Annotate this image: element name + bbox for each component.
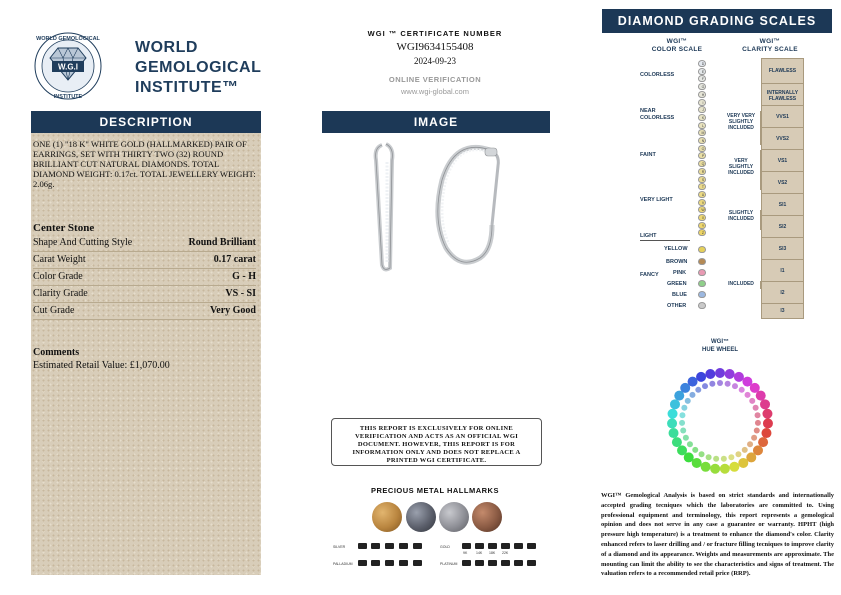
hue-swatch-inner — [689, 392, 695, 398]
hue-swatch-outer — [669, 428, 679, 438]
hue-swatch-inner — [692, 447, 698, 453]
color-grade-n: N — [698, 137, 706, 144]
hue-swatch-outer — [715, 368, 725, 378]
clarity-grade-cell: INTERNALLY FLAWLESS — [761, 84, 804, 106]
hallmark-label-palladium: PALLADIUM — [333, 562, 353, 566]
comments-title: Comments — [33, 347, 80, 358]
color-grade-k: K — [698, 114, 706, 121]
hue-swatch-inner — [728, 454, 734, 460]
spec-label: Cut Grade — [33, 305, 75, 316]
gold-coin — [372, 502, 402, 532]
color-grade-l: L — [698, 122, 706, 129]
certificate-label: WGI ™ CERTIFICATE NUMBER — [367, 29, 503, 38]
logo-ring-bottom: INSTITUTE — [53, 94, 83, 100]
spec-row-shape — [33, 234, 256, 252]
logo-line-1: WORLD — [135, 39, 198, 56]
clarity-grade-cell: VS1 — [761, 150, 804, 172]
palladium-coin — [472, 502, 502, 532]
hue-swatch-inner — [755, 420, 761, 426]
hue-wheel-diagram — [650, 355, 790, 485]
online-verification-label: ONLINE VERIFICATION — [388, 75, 482, 84]
clarity-grade-cell: VVS2 — [761, 128, 804, 150]
clarity-group-vs: VERY SLIGHTLY INCLUDED — [722, 150, 761, 190]
hue-swatch-inner — [742, 447, 748, 453]
color-grade-p: P — [698, 152, 706, 159]
silver-coin — [406, 502, 436, 532]
logo-line-2: GEMOLOGICAL — [135, 59, 262, 76]
hue-swatch-outer — [677, 445, 687, 455]
karat-14k: 14K — [476, 551, 483, 555]
clarity-scale-title: WGI™ CLARITY SCALE — [742, 38, 798, 53]
clarity-grade-cell: I3 — [761, 304, 804, 319]
color-cat-very-light: VERY LIGHT — [640, 197, 673, 203]
hallmarks-title: PRECIOUS METAL HALLMARKS — [371, 486, 499, 495]
hue-swatch-inner — [683, 435, 689, 441]
clarity-grade-cell: I2 — [761, 282, 804, 304]
hue-swatch-outer — [710, 464, 720, 474]
color-cat-near-colorless: NEAR COLORLESS — [640, 108, 675, 121]
fancy-green: GREEN — [667, 281, 687, 287]
color-cat-light: LIGHT — [640, 233, 690, 241]
clarity-grade-cell: VVS1 — [761, 106, 804, 128]
hue-swatch-inner — [680, 428, 686, 434]
color-grade-e: E — [698, 68, 706, 75]
fancy-brown: BROWN — [666, 259, 688, 265]
gemological-analysis-disclaimer: WGI™ Gemological Analysis is based on strict standards and internationally accepted grading tecniques which the laboratories are committed to. Using professional equipment and terminology, this report represents a gemological opinion and does not serve in any case a guarantee or warranty. HPHT (high pressure high temperature) is a treatment to enhance the diamond's color. Clarity enhanced refers to laser drilling and / or fracture filling tecniques to improve clarity of a diamond and its appearance. Weights and measurements are approximate. The mounting can limit the ability to see the characteristics and signs of treatment. The valuation refers to a recommended retail price (RRP). — [601, 492, 834, 578]
fancy-other: OTHER — [667, 303, 687, 309]
spec-value: VS - SI — [225, 288, 256, 299]
color-grade-m: M — [698, 129, 706, 136]
color-grade-w: W — [698, 206, 706, 213]
hue-swatch-outer — [762, 409, 772, 419]
clarity-grade-cell: FLAWLESS — [761, 58, 804, 84]
clarity-group-i: INCLUDED — [722, 281, 761, 289]
karat-18k: 18K — [489, 551, 496, 555]
color-grade-t: T — [698, 183, 706, 190]
certificate-number: WGI9634155408 — [396, 41, 474, 53]
color-grade-i: I — [698, 99, 706, 106]
description-heading: DESCRIPTION — [31, 111, 261, 133]
hue-swatch-inner — [755, 412, 761, 418]
hue-swatch-inner — [725, 381, 731, 387]
color-grade-j: J — [698, 106, 706, 113]
hue-swatch-inner — [745, 392, 751, 398]
karat-9k: 9K — [463, 551, 468, 555]
color-grade-x: X — [698, 214, 706, 221]
image-heading: IMAGE — [322, 111, 550, 133]
logo-line-3: INSTITUTE™ — [135, 79, 239, 96]
spec-label: Clarity Grade — [33, 288, 88, 299]
color-scale-title: WGI™ COLOR SCALE — [651, 38, 703, 53]
spec-value: Very Good — [209, 305, 256, 316]
hallmark-label-gold: GOLD — [440, 545, 450, 549]
hue-swatch-inner — [713, 456, 719, 462]
color-grade-y: Y — [698, 222, 706, 229]
hue-swatch-inner — [685, 398, 691, 404]
spec-row-clarity — [33, 285, 256, 303]
hue-swatch-inner — [699, 451, 705, 457]
hue-swatch-outer — [738, 458, 748, 468]
color-cat-fancy: FANCY — [640, 272, 659, 278]
hue-swatch-outer — [667, 418, 677, 428]
center-stone-title: Center Stone — [33, 222, 95, 234]
color-grade-z: Z — [698, 229, 706, 236]
report-notice: THIS REPORT IS EXCLUSIVELY FOR ONLINE VERIFICATION AND ACTS AS AN OFFICIAL WGI DOCUMENT. HOWEVER, THIS REPORT IS FOR INFORMATION ONLY AND DOES NOT REPLACE A PRINTED WGI CERTIFICATE. — [331, 418, 542, 466]
hue-swatch-outer — [701, 462, 711, 472]
hue-swatch-outer — [696, 372, 706, 382]
hallmark-label-platinum: PLATINUM — [440, 562, 458, 566]
hue-swatch-outer — [725, 369, 735, 379]
spec-value: Round Brilliant — [188, 237, 256, 248]
karat-22k: 22K — [502, 551, 509, 555]
hue-swatch-inner — [717, 380, 723, 386]
platinum-coin — [439, 502, 469, 532]
hue-swatch-inner — [732, 383, 738, 389]
color-grade-u: U — [698, 191, 706, 198]
color-grade-g: G — [698, 83, 706, 90]
hue-swatch-outer — [688, 377, 698, 387]
color-grade-v: V — [698, 199, 706, 206]
fancy-blue: BLUE — [672, 292, 687, 298]
hue-swatch-inner — [753, 405, 759, 411]
hue-swatch-outer — [670, 399, 680, 409]
color-grade-r: R — [698, 168, 706, 175]
spec-label: Color Grade — [33, 271, 83, 282]
logo-badge-text: W.G.I — [58, 62, 78, 72]
clarity-group-si: SLIGHTLY INCLUDED — [722, 210, 761, 230]
color-grade-q: Q — [698, 160, 706, 167]
hue-swatch-inner — [679, 420, 685, 426]
hue-swatch-inner — [687, 441, 693, 447]
hue-swatch-outer — [734, 372, 744, 382]
spec-value: G - H — [232, 271, 256, 282]
color-grade-h: H — [698, 91, 706, 98]
hue-swatch-outer — [760, 399, 770, 409]
hallmark-label-silver: SILVER — [333, 545, 346, 549]
hue-swatch-inner — [751, 435, 757, 441]
hue-swatch-outer — [758, 437, 768, 447]
logo-wordmark — [135, 38, 261, 98]
clarity-grade-cell: VS2 — [761, 172, 804, 194]
certificate-date: 2024-09-23 — [414, 56, 456, 66]
color-cat-colorless: COLORLESS — [640, 72, 675, 78]
color-grade-s: S — [698, 176, 706, 183]
online-verification-link[interactable]: www.wgi-global.com — [401, 87, 469, 96]
hue-swatch-inner — [754, 428, 760, 434]
clarity-grade-cell: SI3 — [761, 238, 804, 260]
hue-swatch-inner — [749, 398, 755, 404]
spec-label: Shape And Cutting Style — [33, 237, 133, 248]
color-grade-d: D — [698, 60, 706, 67]
spec-value: 0.17 carat — [213, 254, 256, 265]
earrings-photo — [360, 140, 520, 275]
hue-swatch-outer — [763, 418, 773, 428]
comments-text: Estimated Retail Value: £1,070.00 — [33, 360, 170, 371]
color-cat-faint: FAINT — [640, 152, 656, 158]
hue-swatch-inner — [702, 383, 708, 389]
hue-swatch-inner — [679, 412, 685, 418]
spec-label: Carat Weight — [33, 254, 86, 265]
hue-wheel-title: WGI™ HUE WHEEL — [702, 339, 738, 353]
color-grade-o: O — [698, 145, 706, 152]
hue-swatch-inner — [706, 454, 712, 460]
hue-swatch-inner — [747, 441, 753, 447]
spec-row-carat — [33, 251, 256, 269]
clarity-grade-cell: SI1 — [761, 194, 804, 216]
hue-swatch-inner — [735, 451, 741, 457]
grading-scales-heading: DIAMOND GRADING SCALES — [602, 9, 832, 33]
spec-row-cut — [33, 302, 256, 320]
hue-swatch-outer — [705, 369, 715, 379]
logo-ring-top: WORLD GEMOLOGICAL — [36, 36, 100, 42]
color-grade-f: F — [698, 75, 706, 82]
hue-swatch-outer — [756, 391, 766, 401]
hue-swatch-inner — [721, 456, 727, 462]
hue-swatch-outer — [668, 409, 678, 419]
hue-swatch-inner — [739, 387, 745, 393]
hue-swatch-inner — [709, 381, 715, 387]
hue-swatch-outer — [672, 437, 682, 447]
clarity-group-vvs: VERY VERY SLIGHTLY INCLUDED — [722, 111, 761, 145]
hue-swatch-outer — [729, 462, 739, 472]
fancy-pink: PINK — [673, 270, 687, 276]
fancy-yellow: YELLOW — [664, 246, 688, 252]
hue-swatch-inner — [681, 405, 687, 411]
description-text: ONE (1) "18 K" WHITE GOLD (HALLMARKED) PAIR OF EARRINGS, SET WITH THIRTY TWO (32) ROUND BRILLIANT CUT NATURAL DIAMONDS. TOTAL DIAMOND WEIGHT: 0.17ct. TOTAL JEWELLERY WEIGHT: 2.06g. — [33, 139, 256, 189]
spec-row-color — [33, 268, 256, 286]
hue-swatch-inner — [695, 387, 701, 393]
clarity-grade-cell: I1 — [761, 260, 804, 282]
clarity-grade-cell: SI2 — [761, 216, 804, 238]
hue-swatch-outer — [761, 428, 771, 438]
hue-swatch-outer — [720, 464, 730, 474]
